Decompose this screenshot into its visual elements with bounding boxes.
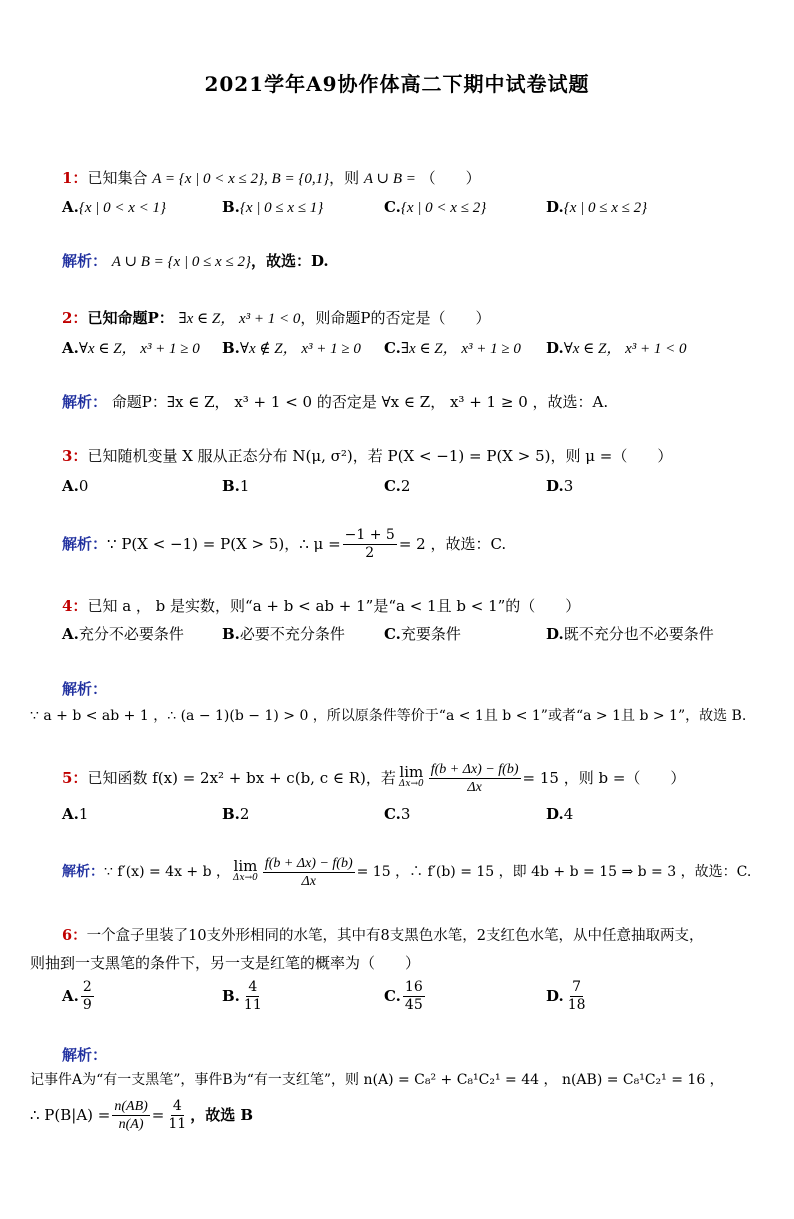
option-c: C.3 [384, 805, 411, 823]
option-a: A.∀x ∈ Z， x³ + 1 ≥ 0 [62, 339, 200, 357]
fraction: $\frac{4}{11}$ [168, 1097, 187, 1132]
analysis-label: 解析： [62, 393, 108, 411]
question-number: 3： [62, 447, 88, 465]
question-4-stem: 4：已知 a ， b 是实数，则“a + b < ab + 1”是“a < 1且 b < 1”的（ ） [62, 597, 581, 615]
option-b: B.必要不充分条件 [222, 625, 345, 643]
analysis-label: 解析： [62, 535, 108, 553]
analysis-3: 解析： ∵ P(X < −1) = P(X > 5)，∴ μ = $\frac{-1 + 5}{2}$ = 2 ，故选：C. [62, 526, 507, 561]
option-a: A.1 [62, 805, 89, 823]
question-number: 6： [62, 927, 87, 944]
option-c: C.{x | 0 < x ≤ 2} [384, 198, 487, 216]
option-a: A.充分不必要条件 [62, 625, 184, 643]
option-a: A.{x | 0 < x < 1} [62, 198, 167, 216]
option-d: D.既不充分也不必要条件 [546, 625, 714, 643]
question-3-stem: 3：已知随机变量 X 服从正态分布 N(μ, σ²)，若 P(X < −1) = P(X > 5)，则 μ =（ ） [62, 447, 673, 465]
option-d: D. $\frac{7}{18}$ [546, 978, 586, 1013]
option-b: B.2 [222, 805, 250, 823]
question-2-stem: 2：已知命题P： ∃x ∈ Z， x³ + 1 < 0，则命题P的否定是（ ） [62, 309, 491, 327]
fraction: $\frac{n(AB)}{n(A)}$ [114, 1098, 148, 1132]
analysis-label: 解析： [62, 252, 108, 270]
question-number: 5： [62, 769, 88, 787]
question-number: 2： [62, 309, 88, 327]
analysis-6-line-1: 记事件A为“有一支黑笔”，事件B为“有一支红笔”，则 n(A) = C₈² + C₈¹C₂¹ = 44 ， n(AB) = C₈¹C₂¹ = 16 ， [30, 1072, 724, 1088]
option-c: C.充要条件 [384, 625, 461, 643]
option-d: D.4 [546, 805, 574, 823]
option-b: B. $\frac{4}{11}$ [222, 978, 262, 1013]
analysis-1: 解析： A ∪ B = {x | 0 ≤ x ≤ 2}，故选：D. [62, 252, 329, 270]
page-title: 2021学年A9协作体高二下期中试卷试题 [204, 72, 590, 96]
question-5-stem: 5： 已知函数 f(x) = 2x² + bx + c(b, c ∈ R)，若 lim Δx→0 $\frac{f(b + \Delta x) - f(b)}{\Delta x}$ = 15 ，则 b =（ ） [62, 761, 686, 795]
question-1-stem: 1：已知集合 A = {x | 0 < x ≤ 2}, B = {0,1}，则 A ∪ B = （ ） [62, 169, 481, 187]
analysis-label: 解析： [62, 864, 104, 880]
fraction: $\frac{f(b + \Delta x) - f(b)}{\Delta x}$ [264, 855, 353, 889]
option-a: A. $\frac{2}{9}$ [62, 978, 92, 1013]
fraction: $\frac{f(b + \Delta x) - f(b)}{\Delta x}$ [430, 761, 519, 795]
option-c: C.∃x ∈ Z， x³ + 1 ≥ 0 [384, 339, 521, 357]
limit-operator: lim Δx→0 [398, 763, 424, 789]
option-d: D.∀x ∈ Z， x³ + 1 < 0 [546, 339, 687, 357]
analysis-label: 解析： [62, 680, 108, 698]
option-a: A.0 [62, 477, 89, 495]
option-b: B.∀x ∉ Z， x³ + 1 ≥ 0 [222, 339, 361, 357]
question-6-stem: 6：一个盒子里装了10支外形相同的水笔，其中有8支黑色水笔，2支红色水笔，从中任意抽取两支， [62, 927, 704, 944]
limit-operator: lim Δx→0 [233, 857, 258, 883]
option-d: D.3 [546, 477, 574, 495]
question-number: 4： [62, 597, 88, 615]
option-b: B.1 [222, 477, 250, 495]
analysis-4-label [62, 679, 107, 699]
option-d: D.{x | 0 ≤ x ≤ 2} [546, 198, 648, 216]
analysis-6-line-2: ∴ P(B|A) = $\frac{n(AB)}{n(A)}$ = $\frac{4}{11}$ ，故选 B [30, 1097, 254, 1132]
analysis-6-label [62, 1045, 107, 1065]
analysis-4-text: ∵ a + b < ab + 1 ，∴ (a − 1)(b − 1) > 0 ，所以原条件等价于“a < 1且 b < 1”或者“a > 1且 b > 1”，故选 B. [30, 708, 747, 724]
analysis-2: 解析： 命题P：∃x ∈ Z， x³ + 1 < 0 的否定是 ∀x ∈ Z， x³ + 1 ≥ 0 ，故选：A. [62, 393, 609, 411]
analysis-5: 解析： ∵ f′(x) = 4x + b ， lim Δx→0 $\frac{f(b + \Delta x) - f(b)}{\Delta x}$ = 15 ，∴ f′(b) = 15 ，即 4b + b = 15 ⇒ b = 3 ，故选：C. [62, 855, 752, 889]
fraction: $\frac{-1 + 5}{2}$ [344, 526, 395, 561]
question-6-stem-cont: 则抽到一支黑笔的条件下，另一支是红笔的概率为（ ） [30, 954, 421, 972]
option-c: C.2 [384, 477, 411, 495]
option-b: B.{x | 0 ≤ x ≤ 1} [222, 198, 324, 216]
option-c: C. $\frac{16}{45}$ [384, 978, 423, 1013]
analysis-label: 解析： [62, 1046, 108, 1064]
question-number: 1： [62, 169, 88, 187]
